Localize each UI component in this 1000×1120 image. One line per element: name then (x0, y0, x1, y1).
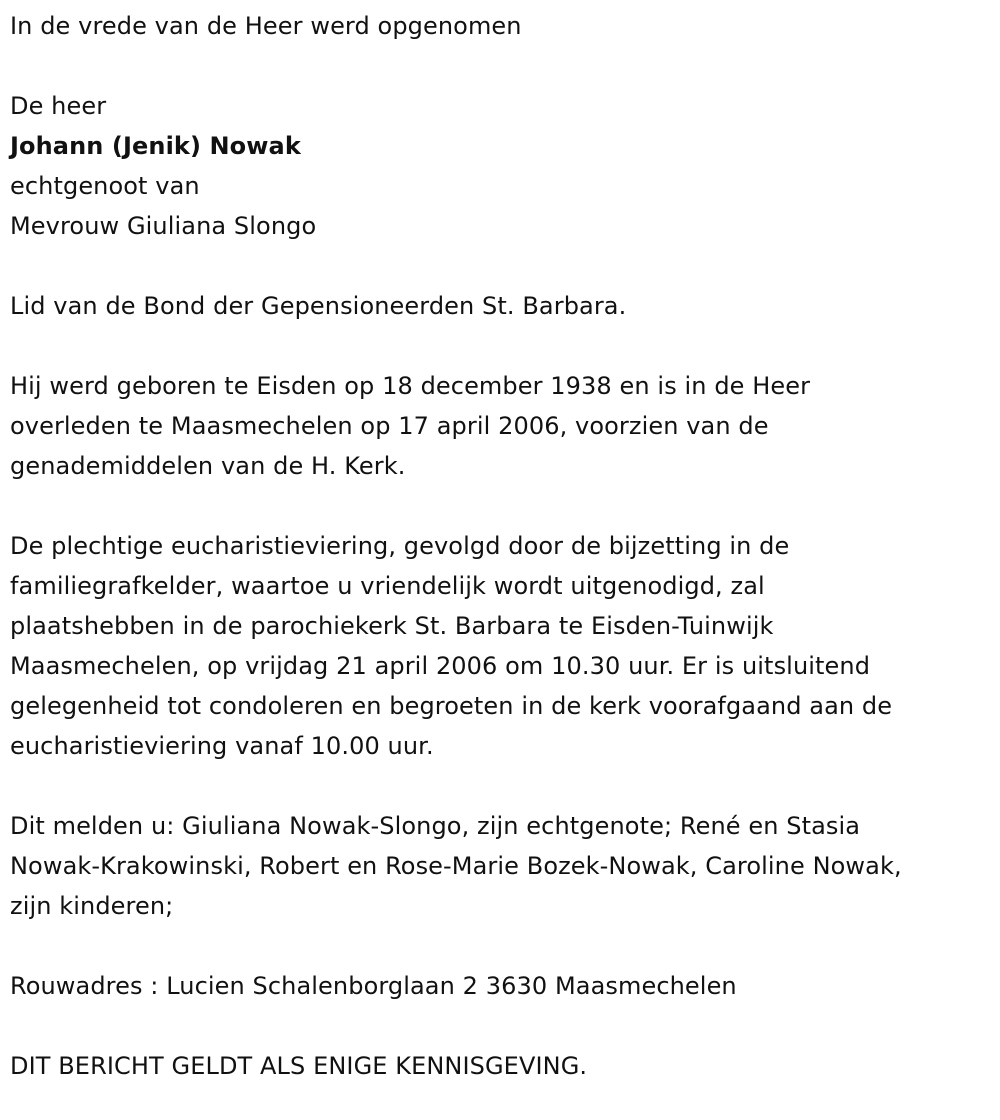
spacer (10, 1006, 1000, 1046)
mourning-address: Rouwadres : Lucien Schalenborglaan 2 3630 Maasmechelen (10, 972, 737, 1000)
opening-line: In de vrede van de Heer werd opgenomen (10, 12, 522, 40)
announcers-paragraph (10, 806, 1000, 926)
paragraph-line: gelegenheid tot condoleren en begroeten in de kerk voorafgaand aan de (10, 692, 893, 720)
paragraph-line: Hij werd geboren te Eisden op 18 december 1938 en is in de Heer (10, 372, 811, 400)
spacer (10, 46, 1000, 86)
spacer (10, 486, 1000, 526)
spacer (10, 326, 1000, 366)
paragraph-line: Dit melden u: Giuliana Nowak-Slongo, zijn echtgenote; René en Stasia (10, 812, 861, 840)
spacer (10, 926, 1000, 966)
paragraph-line: De plechtige eucharistieviering, gevolgd door de bijzetting in de (10, 532, 790, 560)
closing-statement: DIT BERICHT GELDT ALS ENIGE KENNISGEVING. (10, 1052, 588, 1080)
paragraph-line: Nowak-Krakowinski, Robert en Rose-Marie Bozek-Nowak, Caroline Nowak, (10, 852, 902, 880)
relation-label: echtgenoot van (10, 172, 200, 200)
paragraph-line: familiegrafkelder, waartoe u vriendelijk wordt uitgenodigd, zal (10, 572, 765, 600)
paragraph-line: Maasmechelen, op vrijdag 21 april 2006 om 10.30 uur. Er is uitsluitend (10, 652, 871, 680)
ceremony-paragraph (10, 526, 1000, 766)
spouse-name: Mevrouw Giuliana Slongo (10, 212, 317, 240)
paragraph-line: zijn kinderen; (10, 892, 174, 920)
membership-line: Lid van de Bond der Gepensioneerden St. Barbara. (10, 292, 627, 320)
paragraph-line: plaatshebben in de parochiekerk St. Barbara te Eisden-Tuinwijk (10, 612, 774, 640)
paragraph-line: overleden te Maasmechelen op 17 april 2006, voorzien van de (10, 412, 769, 440)
paragraph-line: genademiddelen van de H. Kerk. (10, 452, 406, 480)
spacer (10, 246, 1000, 286)
paragraph-line: eucharistieviering vanaf 10.00 uur. (10, 732, 434, 760)
spacer (10, 766, 1000, 806)
birth-death-paragraph (10, 366, 1000, 486)
deceased-name: Johann (Jenik) Nowak (10, 132, 301, 160)
salutation: De heer (10, 92, 107, 120)
